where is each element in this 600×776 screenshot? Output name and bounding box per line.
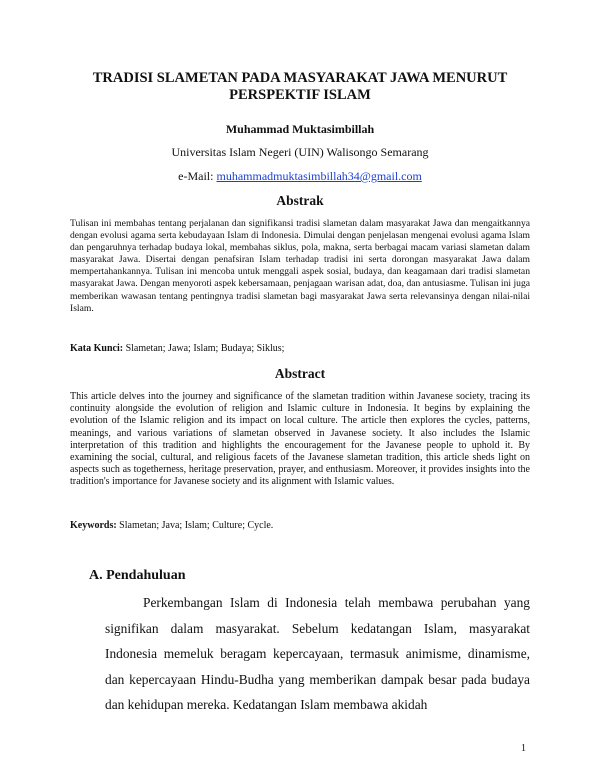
- page-number: 1: [521, 743, 526, 754]
- section-heading: A. Pendahuluan: [89, 568, 186, 583]
- keywords: [70, 520, 530, 531]
- kata-kunci: [70, 343, 530, 354]
- kata-kunci-values: Slametan; Jawa; Islam; Budaya; Siklus;: [123, 343, 285, 354]
- author-name: Muhammad Muktasimbillah: [225, 122, 375, 136]
- abstrak-heading: Abstrak: [276, 193, 324, 208]
- abstrak-text: Tulisan ini membahas tentang perjalanan dan signifikansi tradisi slametan dalam masyarakat Jawa dan mengaitkannya dengan evolusi agama serta kebudayaan Islam di Indonesia. Dimulai dengan penjelasan mengenai evolusi agama Islam dan pengaruhnya terhadap budaya lokal, membahas siklus, pola, makna, serta berbagai macam variasi slametan dalam masyarakat Jawa. Disertai dengan penafsiran Islam terhadap tradisi ini serta dorongan masyarakat Jawa dalam mempertahankannya. Tulisan ini mencoba untuk menggali aspek sosial, budaya, dan keagamaan dari tradisi slametan masyarakat Jawa. Dengan menyoroti aspek kebersamaan, penjagaan warisan adat, doa, dan antusiasme. Tulisan ini juga memberikan wawasan tentang pentingnya tradisi slametan bagi masyarakat Jawa serta relevansinya dengan nilai-nilai Islam.: [70, 218, 530, 314]
- abstract-text: This article delves into the journey and significance of the slametan tradition within Javanese society, tracing its continuity alongside the evolution of religion and Islamic culture in Indonesia. It begins by explaining the evolution of the Islamic religion and its impact on local culture. The article then explores the cycles, patterns, meanings, and various variations of slametan observed in Javanese society. It also includes the Islamic interpretation of this tradition and highlights the encouragement for the Javanese people to uphold it. By examining the social, cultural, and religious facets of the Javanese slametan tradition, this article sheds light on aspects such as togetherness, heritage preservation, prayer, and enthusiasm. Moreover, it provides insights into the tradition's importance for Javanese society and its alignment with Islamic values.: [70, 391, 530, 488]
- keywords-label: Keywords:: [70, 520, 117, 531]
- body-paragraph: Perkembangan Islam di Indonesia telah membawa perubahan yang signifikan dalam masyarakat. Sebelum kedatangan Islam, masyarakat Indonesia memeluk beragam kepercayaan, termasuk animisme, dinamisme, dan kepercayaan Hindu-Budha yang memberikan dampak besar pada budaya dan kehidupan mereka. Kedatangan Islam membawa akidah: [105, 595, 530, 712]
- abstract-heading: Abstract: [274, 366, 326, 381]
- paper-title: TRADISI SLAMETAN PADA MASYARAKAT JAWA MENURUT PERSPEKTIF ISLAM: [92, 70, 508, 103]
- email-label: e-Mail:: [178, 169, 214, 183]
- email-line: [0, 169, 600, 184]
- keywords-values: Slametan; Java; Islam; Culture; Cycle.: [116, 520, 274, 531]
- kata-kunci-label: Kata Kunci:: [70, 343, 124, 354]
- email-link[interactable]: muhammadmuktasimbillah34@gmail.com: [216, 169, 422, 183]
- affiliation: Universitas Islam Negeri (UIN) Walisongo Semarang: [171, 145, 429, 159]
